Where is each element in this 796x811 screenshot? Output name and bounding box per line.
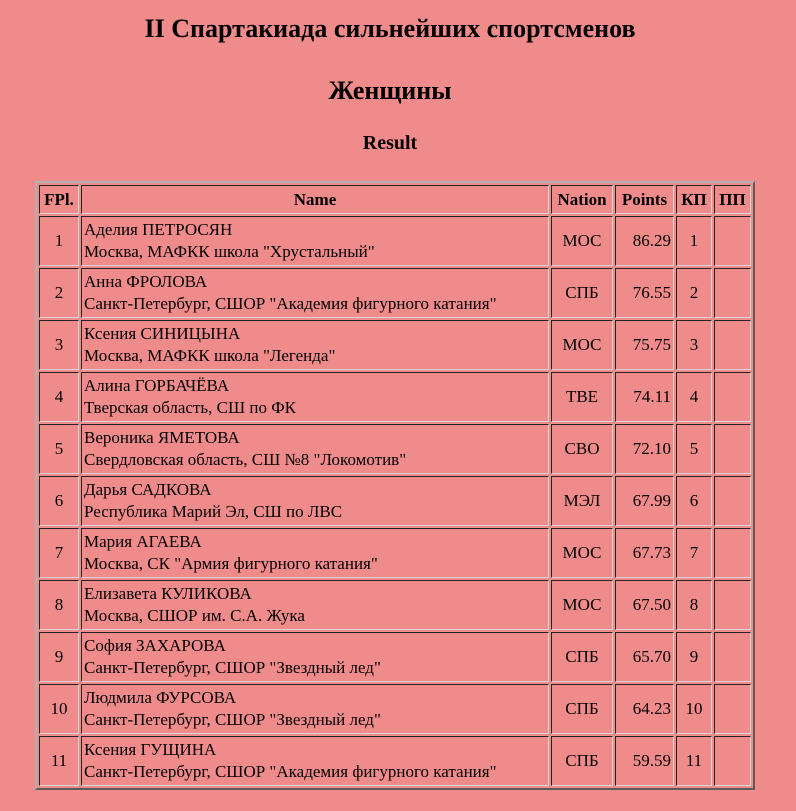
cell-place: 6 [39, 476, 79, 526]
skater-club: Республика Марий Эл, СШ по ЛВС [84, 502, 343, 521]
results-table [35, 181, 755, 790]
cell-nation: МЭЛ [551, 476, 613, 526]
cell-points: 72.10 [615, 424, 674, 474]
cell-kp: 10 [676, 684, 712, 734]
skater-name: Мария АГАЕВА [84, 532, 202, 551]
event-title: II Спартакиада сильнейших спортсменов [144, 14, 636, 43]
category-title: Женщины [328, 76, 452, 105]
table-row [39, 736, 751, 786]
skater-name: Анна ФРОЛОВА [84, 272, 208, 291]
cell-kp: 5 [676, 424, 712, 474]
cell-place: 2 [39, 268, 79, 318]
table-row [39, 632, 751, 682]
cell-pp [714, 320, 751, 370]
cell-place: 9 [39, 632, 79, 682]
skater-club: Москва, СШОР им. С.А. Жука [84, 606, 305, 625]
skater-name: Елизавета КУЛИКОВА [84, 584, 252, 603]
cell-kp: 3 [676, 320, 712, 370]
cell-place: 7 [39, 528, 79, 578]
cell-name [81, 372, 549, 422]
col-header-place: FPl. [39, 185, 79, 214]
cell-pp [714, 528, 751, 578]
cell-name [81, 684, 549, 734]
skater-name: Алина ГОРБАЧЁВА [84, 376, 230, 395]
cell-nation: МОС [551, 320, 613, 370]
skater-name: Дарья САДКОВА [84, 480, 212, 499]
skater-club: Санкт-Петербург, СШОР "Звездный лед" [84, 710, 381, 729]
cell-points: 75.75 [615, 320, 674, 370]
cell-nation: СПБ [551, 684, 613, 734]
table-row [39, 424, 751, 474]
cell-kp: 8 [676, 580, 712, 630]
cell-pp [714, 268, 751, 318]
skater-club: Москва, МАФКК школа "Хрустальный" [84, 242, 375, 261]
skater-club: Москва, СК "Армия фигурного катания" [84, 554, 378, 573]
results-body [39, 216, 751, 786]
table-row [39, 580, 751, 630]
skater-club: Санкт-Петербург, СШОР "Академия фигурного катания" [84, 762, 497, 781]
cell-kp: 1 [676, 216, 712, 266]
cell-place: 1 [39, 216, 79, 266]
cell-points: 59.59 [615, 736, 674, 786]
cell-pp [714, 736, 751, 786]
col-header-points: Points [615, 185, 674, 214]
cell-name [81, 632, 549, 682]
cell-kp: 11 [676, 736, 712, 786]
skater-club: Москва, МАФКК школа "Легенда" [84, 346, 336, 365]
table-row [39, 684, 751, 734]
skater-name: Ксения ГУЩИНА [84, 740, 217, 759]
skater-club: Свердловская область, СШ №8 "Локомотив" [84, 450, 407, 469]
cell-nation: СПБ [551, 268, 613, 318]
cell-kp: 2 [676, 268, 712, 318]
skater-club: Санкт-Петербург, СШОР "Академия фигурного катания" [84, 294, 497, 313]
cell-place: 11 [39, 736, 79, 786]
cell-place: 10 [39, 684, 79, 734]
cell-nation: МОС [551, 216, 613, 266]
cell-name [81, 216, 549, 266]
cell-name [81, 424, 549, 474]
skater-name: София ЗАХАРОВА [84, 636, 226, 655]
skater-name: Ксения СИНИЦЫНА [84, 324, 241, 343]
cell-pp [714, 684, 751, 734]
table-row [39, 320, 751, 370]
skater-name: Вероника ЯМЕТОВА [84, 428, 240, 447]
cell-nation: ТВЕ [551, 372, 613, 422]
skater-club: Тверская область, СШ по ФК [84, 398, 297, 417]
cell-pp [714, 216, 751, 266]
table-row [39, 268, 751, 318]
col-header-nation: Nation [551, 185, 613, 214]
table-row [39, 372, 751, 422]
cell-name [81, 476, 549, 526]
cell-points: 86.29 [615, 216, 674, 266]
skater-name: Людмила ФУРСОВА [84, 688, 237, 707]
cell-points: 64.23 [615, 684, 674, 734]
cell-pp [714, 372, 751, 422]
col-header-pp: ПП [714, 185, 751, 214]
table-row [39, 528, 751, 578]
cell-name [81, 320, 549, 370]
cell-kp: 9 [676, 632, 712, 682]
cell-points: 67.99 [615, 476, 674, 526]
cell-pp [714, 424, 751, 474]
section-title: Result [362, 132, 418, 154]
table-header-row [39, 185, 751, 214]
cell-nation: СПБ [551, 632, 613, 682]
cell-kp: 6 [676, 476, 712, 526]
skater-name: Аделия ПЕТРОСЯН [84, 220, 233, 239]
cell-kp: 4 [676, 372, 712, 422]
cell-nation: СВО [551, 424, 613, 474]
skater-club: Санкт-Петербург, СШОР "Звездный лед" [84, 658, 381, 677]
cell-points: 76.55 [615, 268, 674, 318]
cell-points: 67.73 [615, 528, 674, 578]
col-header-kp: КП [676, 185, 712, 214]
col-header-name: Name [81, 185, 549, 214]
table-row [39, 476, 751, 526]
cell-pp [714, 580, 751, 630]
cell-pp [714, 632, 751, 682]
cell-name [81, 736, 549, 786]
cell-points: 74.11 [615, 372, 674, 422]
cell-place: 4 [39, 372, 79, 422]
cell-kp: 7 [676, 528, 712, 578]
cell-name [81, 580, 549, 630]
cell-pp [714, 476, 751, 526]
cell-place: 3 [39, 320, 79, 370]
cell-points: 67.50 [615, 580, 674, 630]
cell-nation: СПБ [551, 736, 613, 786]
cell-nation: МОС [551, 528, 613, 578]
cell-name [81, 528, 549, 578]
table-row [39, 216, 751, 266]
cell-points: 65.70 [615, 632, 674, 682]
cell-place: 5 [39, 424, 79, 474]
cell-name [81, 268, 549, 318]
cell-nation: МОС [551, 580, 613, 630]
cell-place: 8 [39, 580, 79, 630]
